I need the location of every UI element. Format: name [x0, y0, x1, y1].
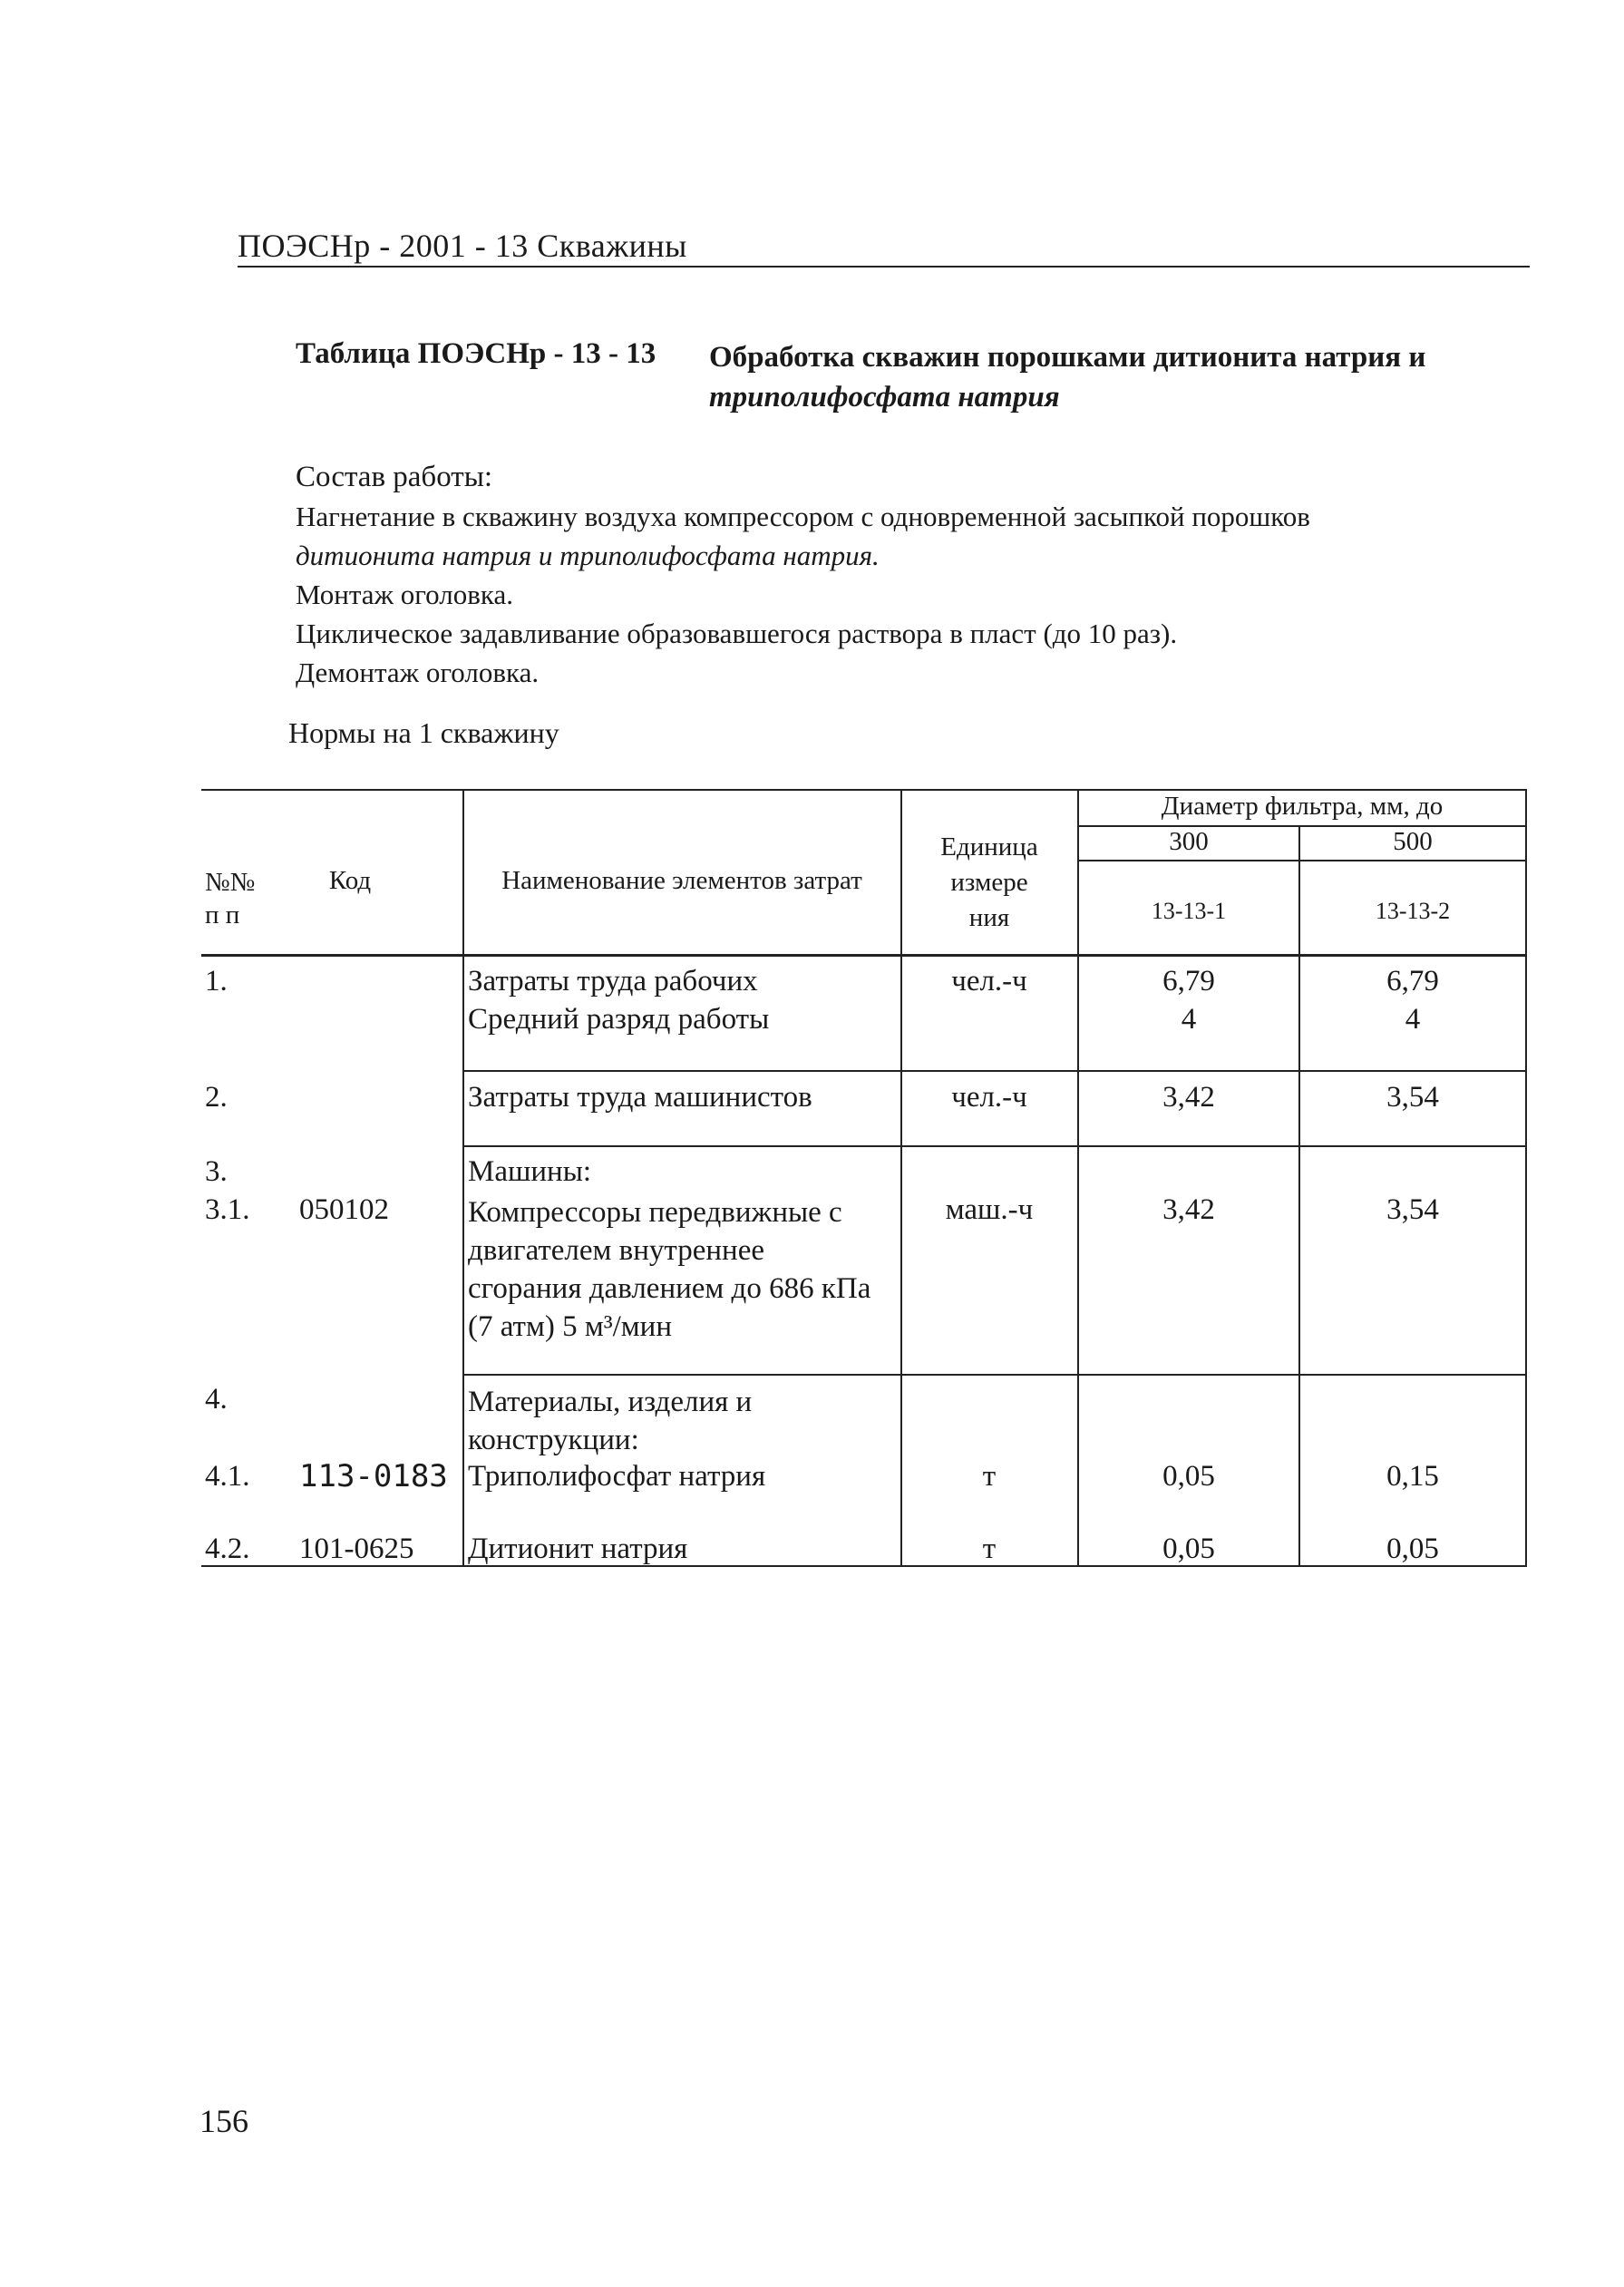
composition-line: дитионита натрия и триполифосфата натрия. [296, 540, 880, 571]
table-rule [1077, 860, 1527, 861]
row-name-line: конструкции: [468, 1424, 639, 1456]
header-rule [238, 266, 1530, 268]
table-title [709, 337, 1425, 417]
row-code: 050102 [299, 1193, 389, 1226]
row-name-line: (7 атм) 5 м³/мин [468, 1310, 672, 1343]
header-code-13-13-2: 13-13-2 [1375, 898, 1451, 924]
row-value-300: 3,42 [1162, 1193, 1215, 1226]
row-name: Затраты труда рабочих [468, 965, 758, 998]
row-name-line: сгорания давлением до 686 кПа [468, 1272, 871, 1305]
row-unit: маш.-ч [945, 1193, 1034, 1226]
norms-caption: Нормы на 1 скважину [288, 716, 559, 749]
header-code: Код [328, 866, 372, 895]
table-border-top [201, 789, 1527, 791]
composition-line: Нагнетание в скважину воздуха компрессором с одновременной засыпкой порошков [296, 501, 1310, 532]
table-title-line-1: Обработка скважин порошками дитионита натрия и [709, 341, 1426, 374]
work-composition [296, 458, 1310, 692]
row-unit: т [982, 1533, 997, 1565]
running-header: ПОЭСНр - 2001 - 13 Скважины [238, 228, 687, 264]
header-code-13-13-1: 13-13-1 [1151, 898, 1227, 924]
table-rule [462, 1374, 1527, 1376]
header-unit-line-3: ния [968, 903, 1010, 932]
header-unit [902, 830, 1076, 936]
table-rule [462, 789, 464, 1567]
header-num-line-1: №№ [205, 868, 256, 897]
header-unit-line-2: измере [950, 868, 1028, 897]
row-num: 4. [205, 1383, 228, 1416]
row-code: 101-0625 [299, 1533, 414, 1565]
row-value-500: 3,54 [1386, 1193, 1439, 1226]
row-name: Затраты труда машинистов [468, 1081, 812, 1114]
row-value-500: 0,05 [1386, 1533, 1439, 1565]
row-name-line: Компрессоры передвижные с [468, 1196, 842, 1229]
row-name [468, 1193, 870, 1346]
row-name: Триполифосфат натрия [468, 1460, 766, 1493]
header-unit-line-1: Единица [940, 832, 1038, 861]
row-value-500: 3,54 [1386, 1081, 1439, 1114]
header-num [205, 866, 255, 931]
composition-title: Состав работы: [296, 461, 493, 493]
row-num: 4.1. [205, 1460, 250, 1493]
row-num: 1. [205, 965, 228, 998]
row-code: 113-0183 [299, 1458, 448, 1494]
header-name: Наименование элементов затрат [501, 866, 862, 895]
header-diameter: Диаметр фильтра, мм, до [1161, 792, 1444, 821]
row-name-line: Материалы, изделия и [468, 1386, 753, 1418]
table-rule [462, 1145, 1527, 1147]
row-value-300: 6,79 [1162, 965, 1215, 998]
header-300: 300 [1169, 827, 1209, 856]
row-name: Дитионит натрия [468, 1533, 688, 1565]
table-rule [462, 1070, 1527, 1072]
row-unit: т [982, 1460, 997, 1493]
row-name: Средний разряд работы [468, 1003, 770, 1036]
table-title-line-2: триполифосфата натрия [709, 381, 1060, 414]
row-num: 3. [205, 1155, 228, 1188]
row-name [468, 1383, 752, 1459]
row-value-300: 3,42 [1162, 1081, 1215, 1114]
composition-line: Монтаж оголовка. [296, 579, 513, 610]
page-number: 156 [199, 2103, 248, 2139]
row-num: 3.1. [205, 1193, 250, 1226]
row-unit: чел.-ч [951, 965, 1027, 998]
table-label: Таблица ПОЭСНр - 13 - 13 [296, 337, 656, 370]
row-value-500: 6,79 [1386, 965, 1439, 998]
row-name: Машины: [468, 1155, 592, 1188]
row-value-300: 0,05 [1162, 1533, 1215, 1565]
composition-line: Демонтаж оголовка. [296, 657, 540, 688]
composition-line: Циклическое задавливание образовавшегося раствора в пласт (до 10 раз). [296, 618, 1178, 649]
row-value-300: 4 [1181, 1003, 1197, 1036]
row-num: 2. [205, 1081, 228, 1114]
header-num-line-2: п п [205, 900, 240, 929]
row-value-300: 0,05 [1162, 1460, 1215, 1493]
row-unit: чел.-ч [951, 1081, 1027, 1114]
row-value-500: 4 [1405, 1003, 1421, 1036]
table-rule [201, 954, 1527, 957]
row-name-line: двигателем внутреннее [468, 1234, 765, 1267]
header-500: 500 [1393, 827, 1433, 856]
row-value-500: 0,15 [1386, 1460, 1439, 1493]
table-border-right [1525, 789, 1527, 1567]
row-num: 4.2. [205, 1533, 250, 1565]
